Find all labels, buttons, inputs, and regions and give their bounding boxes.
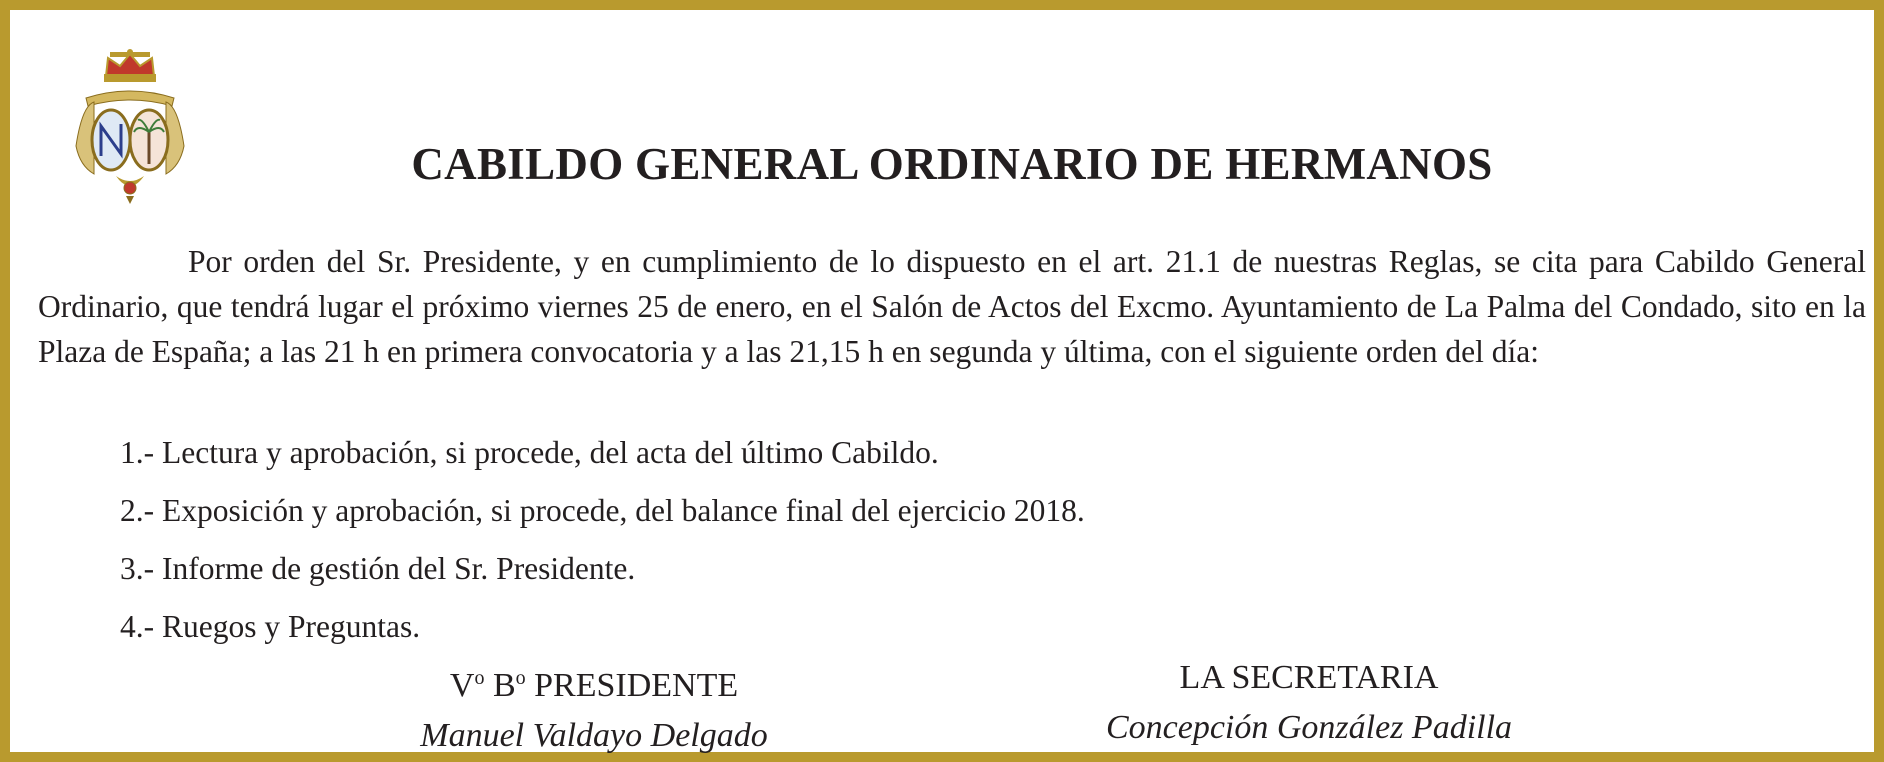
title-part-b: B (484, 667, 516, 704)
agenda-list (120, 430, 1085, 662)
secretary-signature-block (1059, 653, 1559, 753)
agenda-item: 4.- Ruegos y Preguntas. (120, 609, 421, 644)
agenda-item: 2.- Exposición y aprobación, si procede, del balance final del ejercicio 2018. (120, 493, 1085, 528)
secretary-name: Concepción González Padilla (1105, 709, 1513, 746)
president-title (344, 653, 844, 711)
title-superscript-o: o (474, 667, 485, 689)
agenda-item: 3.- Informe de gestión del Sr. Presidente. (120, 551, 636, 586)
president-signature-block (344, 653, 844, 761)
president-name: Manuel Valdayo Delgado (420, 717, 768, 754)
title-superscript-o: o (515, 667, 526, 689)
page-title: CABILDO GENERAL ORDINARIO DE HERMANOS (411, 139, 1493, 189)
secretary-title: LA SECRETARIA (1179, 659, 1439, 696)
title-part-v: V (449, 667, 475, 704)
convocation-paragraph: Por orden del Sr. Presidente, y en cumplimiento de lo dispuesto en el art. 21.1 de nuestras Reglas, se cita para Cabildo General Ordinario, que tendrá lugar el próximo viernes 25 de enero, en el Salón de Actos del Excmo. Ayuntamiento de La Palma del Condado, sito en la Plaza de España; a las 21 h en primera convocatoria y a las 21,15 h en segunda y última, con el siguiente orden del día: (38, 244, 1866, 369)
agenda-item: 1.- Lectura y aprobación, si procede, del acta del último Cabildo. (120, 435, 939, 470)
title-part-president: PRESIDENTE (525, 667, 739, 704)
